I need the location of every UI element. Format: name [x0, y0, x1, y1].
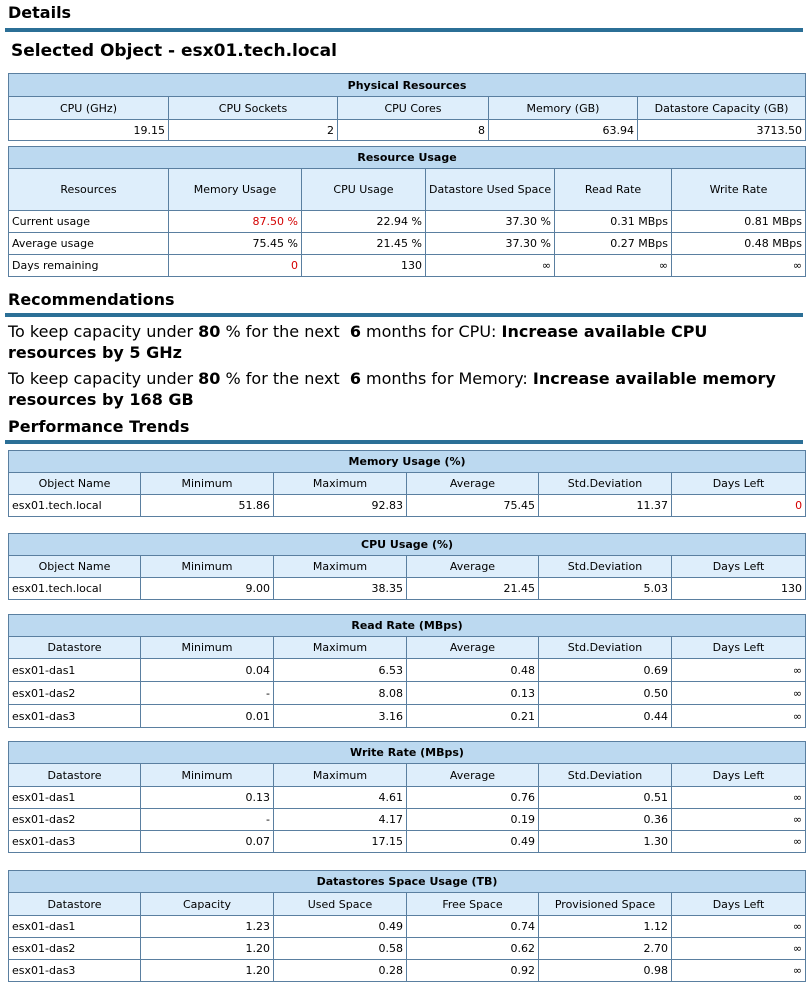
physical-resources-caption: Physical Resources [9, 74, 806, 97]
table-cell: 37.30 % [426, 233, 555, 255]
column-header: CPU Sockets [169, 97, 338, 120]
table-row [9, 659, 806, 682]
table-cell: ∞ [672, 659, 806, 682]
table-cell: 0.13 [407, 682, 539, 705]
rec-text: months for CPU: [360, 322, 502, 341]
table-cell: 1.20 [141, 960, 274, 982]
recommendations-divider [5, 313, 803, 317]
cpu-usage-table [8, 533, 806, 600]
column-header: Object Name [9, 473, 141, 495]
table-cell: 0.49 [407, 831, 539, 853]
details-heading: Details [8, 3, 72, 22]
table-cell: 1.23 [141, 916, 274, 938]
performance-trends-heading: Performance Trends [8, 417, 190, 436]
row-label: Days remaining [9, 255, 169, 277]
table-cell: ∞ [672, 938, 806, 960]
table-cell: 130 [672, 578, 806, 600]
table-row [9, 682, 806, 705]
column-header: Std.Deviation [539, 764, 672, 787]
table-cell: 0.50 [539, 682, 672, 705]
table-cell: ∞ [426, 255, 555, 277]
table-caption: Datastores Space Usage (TB) [9, 871, 806, 893]
memory-gb-value: 63.94 [489, 120, 638, 141]
table-cell: ∞ [672, 255, 806, 277]
column-header: Write Rate [672, 169, 806, 211]
table-cell: 0.31 MBps [555, 211, 672, 233]
table-cell: 0.21 [407, 705, 539, 728]
column-header: Days Left [672, 473, 806, 495]
table-cell: 0.01 [141, 705, 274, 728]
datastore-name-cell: esx01-das2 [9, 682, 141, 705]
datastore-name-cell: esx01-das1 [9, 916, 141, 938]
table-cell: 1.12 [539, 916, 672, 938]
cpu-ghz-value: 19.15 [9, 120, 169, 141]
table-row [9, 938, 806, 960]
column-header: Datastore [9, 637, 141, 659]
table-cell: 1.20 [141, 938, 274, 960]
table-cell: - [141, 682, 274, 705]
table-cell: 0 [672, 495, 806, 517]
column-header: Minimum [141, 556, 274, 578]
column-header: Datastore [9, 893, 141, 916]
table-cell: 0.27 MBps [555, 233, 672, 255]
table-cell: - [141, 809, 274, 831]
table-cell: 6.53 [274, 659, 407, 682]
datastore-name-cell: esx01-das1 [9, 787, 141, 809]
column-header: Days Left [672, 764, 806, 787]
table-cell: 0.58 [274, 938, 407, 960]
column-header: Days Left [672, 637, 806, 659]
rec-threshold: 80 [198, 369, 221, 388]
column-header: Provisioned Space [539, 893, 672, 916]
read-rate-table [8, 614, 806, 728]
table-cell: 0.76 [407, 787, 539, 809]
recommendations-heading: Recommendations [8, 290, 175, 309]
rec-threshold: 80 [198, 322, 221, 341]
table-caption: Read Rate (MBps) [9, 615, 806, 637]
datastore-name-cell: esx01-das2 [9, 938, 141, 960]
column-header: Maximum [274, 764, 407, 787]
table-row [9, 233, 806, 255]
table-cell: 17.15 [274, 831, 407, 853]
column-header: Datastore Capacity (GB) [638, 97, 806, 120]
column-header: CPU (GHz) [9, 97, 169, 120]
table-row [9, 120, 806, 141]
table-cell: 5.03 [539, 578, 672, 600]
table-cell: ∞ [672, 705, 806, 728]
column-header: Object Name [9, 556, 141, 578]
memory-usage-table [8, 450, 806, 517]
table-cell: 87.50 % [169, 211, 302, 233]
table-cell: 0.62 [407, 938, 539, 960]
resource-usage-table [8, 146, 806, 277]
column-header: Capacity [141, 893, 274, 916]
table-cell: 0.98 [539, 960, 672, 982]
recommendation-cpu [8, 321, 798, 363]
column-header: Maximum [274, 473, 407, 495]
row-label: Average usage [9, 233, 169, 255]
datastore-capacity-value: 3713.50 [638, 120, 806, 141]
table-cell: 3.16 [274, 705, 407, 728]
table-cell: 37.30 % [426, 211, 555, 233]
object-name-cell: esx01.tech.local [9, 495, 141, 517]
table-cell: 22.94 % [302, 211, 426, 233]
table-cell: 2.70 [539, 938, 672, 960]
column-header: Free Space [407, 893, 539, 916]
table-cell: 0.49 [274, 916, 407, 938]
write-rate-table [8, 741, 806, 853]
rec-action: Increase available memory resources by 168 GB [8, 369, 776, 409]
column-header: Std.Deviation [539, 473, 672, 495]
table-cell: 0 [169, 255, 302, 277]
table-cell: ∞ [672, 787, 806, 809]
table-cell: ∞ [555, 255, 672, 277]
column-header: Used Space [274, 893, 407, 916]
column-header: Minimum [141, 764, 274, 787]
column-header: CPU Cores [338, 97, 489, 120]
selected-object-title: Selected Object - esx01.tech.local [11, 41, 337, 61]
table-cell: ∞ [672, 831, 806, 853]
column-header: Memory Usage [169, 169, 302, 211]
column-header: Days Left [672, 893, 806, 916]
datastore-name-cell: esx01-das3 [9, 705, 141, 728]
table-cell: 0.51 [539, 787, 672, 809]
table-cell: ∞ [672, 960, 806, 982]
column-header: Days Left [672, 556, 806, 578]
table-cell: 0.19 [407, 809, 539, 831]
rec-text: % for the next [220, 369, 350, 388]
rec-text: months for Memory: [360, 369, 533, 388]
table-cell: 0.36 [539, 809, 672, 831]
recommendation-memory [8, 368, 798, 410]
table-cell: 0.44 [539, 705, 672, 728]
column-header: Datastore [9, 764, 141, 787]
rec-months: 6 [349, 369, 361, 388]
column-header: Datastore Used Space [426, 169, 555, 211]
table-cell: 92.83 [274, 495, 407, 517]
table-cell: 75.45 % [169, 233, 302, 255]
datastore-name-cell: esx01-das1 [9, 659, 141, 682]
column-header: Std.Deviation [539, 637, 672, 659]
table-cell: 4.61 [274, 787, 407, 809]
column-header: Average [407, 473, 539, 495]
table-row [9, 809, 806, 831]
table-cell: 0.04 [141, 659, 274, 682]
table-row [9, 578, 806, 600]
column-header: Read Rate [555, 169, 672, 211]
table-cell: 0.07 [141, 831, 274, 853]
table-caption: CPU Usage (%) [9, 534, 806, 556]
column-header: Std.Deviation [539, 556, 672, 578]
table-row [9, 787, 806, 809]
table-caption: Write Rate (MBps) [9, 742, 806, 764]
table-cell: ∞ [672, 809, 806, 831]
column-header: Resources [9, 169, 169, 211]
datastore-name-cell: esx01-das2 [9, 809, 141, 831]
column-header: Maximum [274, 637, 407, 659]
table-cell: 0.48 [407, 659, 539, 682]
column-header: Maximum [274, 556, 407, 578]
physical-resources-table [8, 73, 806, 141]
rec-months: 6 [349, 322, 361, 341]
rec-text: To keep capacity under [8, 322, 199, 341]
table-cell: 4.17 [274, 809, 407, 831]
resource-usage-caption: Resource Usage [9, 147, 806, 169]
table-cell: 0.13 [141, 787, 274, 809]
object-name-cell: esx01.tech.local [9, 578, 141, 600]
table-cell: 21.45 [407, 578, 539, 600]
table-cell: 11.37 [539, 495, 672, 517]
rec-text: % for the next [220, 322, 350, 341]
table-cell: 0.92 [407, 960, 539, 982]
table-cell: ∞ [672, 682, 806, 705]
column-header: CPU Usage [302, 169, 426, 211]
table-cell: ∞ [672, 916, 806, 938]
table-row [9, 255, 806, 277]
column-header: Average [407, 764, 539, 787]
table-cell: 21.45 % [302, 233, 426, 255]
table-cell: 51.86 [141, 495, 274, 517]
datastores-space-usage-table [8, 870, 806, 982]
table-row [9, 495, 806, 517]
table-cell: 38.35 [274, 578, 407, 600]
table-cell: 0.48 MBps [672, 233, 806, 255]
details-divider [5, 28, 803, 32]
datastore-name-cell: esx01-das3 [9, 831, 141, 853]
column-header: Minimum [141, 473, 274, 495]
column-header: Minimum [141, 637, 274, 659]
table-row [9, 960, 806, 982]
table-cell: 9.00 [141, 578, 274, 600]
table-row [9, 916, 806, 938]
table-row [9, 831, 806, 853]
performance-trends-divider [5, 440, 803, 444]
table-cell: 0.69 [539, 659, 672, 682]
table-caption: Memory Usage (%) [9, 451, 806, 473]
rec-action: Increase available CPU resources by 5 GHz [8, 322, 708, 362]
table-cell: 75.45 [407, 495, 539, 517]
datastore-name-cell: esx01-das3 [9, 960, 141, 982]
table-row [9, 705, 806, 728]
table-row [9, 211, 806, 233]
column-header: Memory (GB) [489, 97, 638, 120]
rec-text: To keep capacity under [8, 369, 199, 388]
table-cell: 8.08 [274, 682, 407, 705]
column-header: Average [407, 637, 539, 659]
cpu-sockets-value: 2 [169, 120, 338, 141]
row-label: Current usage [9, 211, 169, 233]
table-cell: 0.74 [407, 916, 539, 938]
table-cell: 1.30 [539, 831, 672, 853]
table-cell: 0.81 MBps [672, 211, 806, 233]
cpu-cores-value: 8 [338, 120, 489, 141]
table-cell: 0.28 [274, 960, 407, 982]
table-cell: 130 [302, 255, 426, 277]
column-header: Average [407, 556, 539, 578]
